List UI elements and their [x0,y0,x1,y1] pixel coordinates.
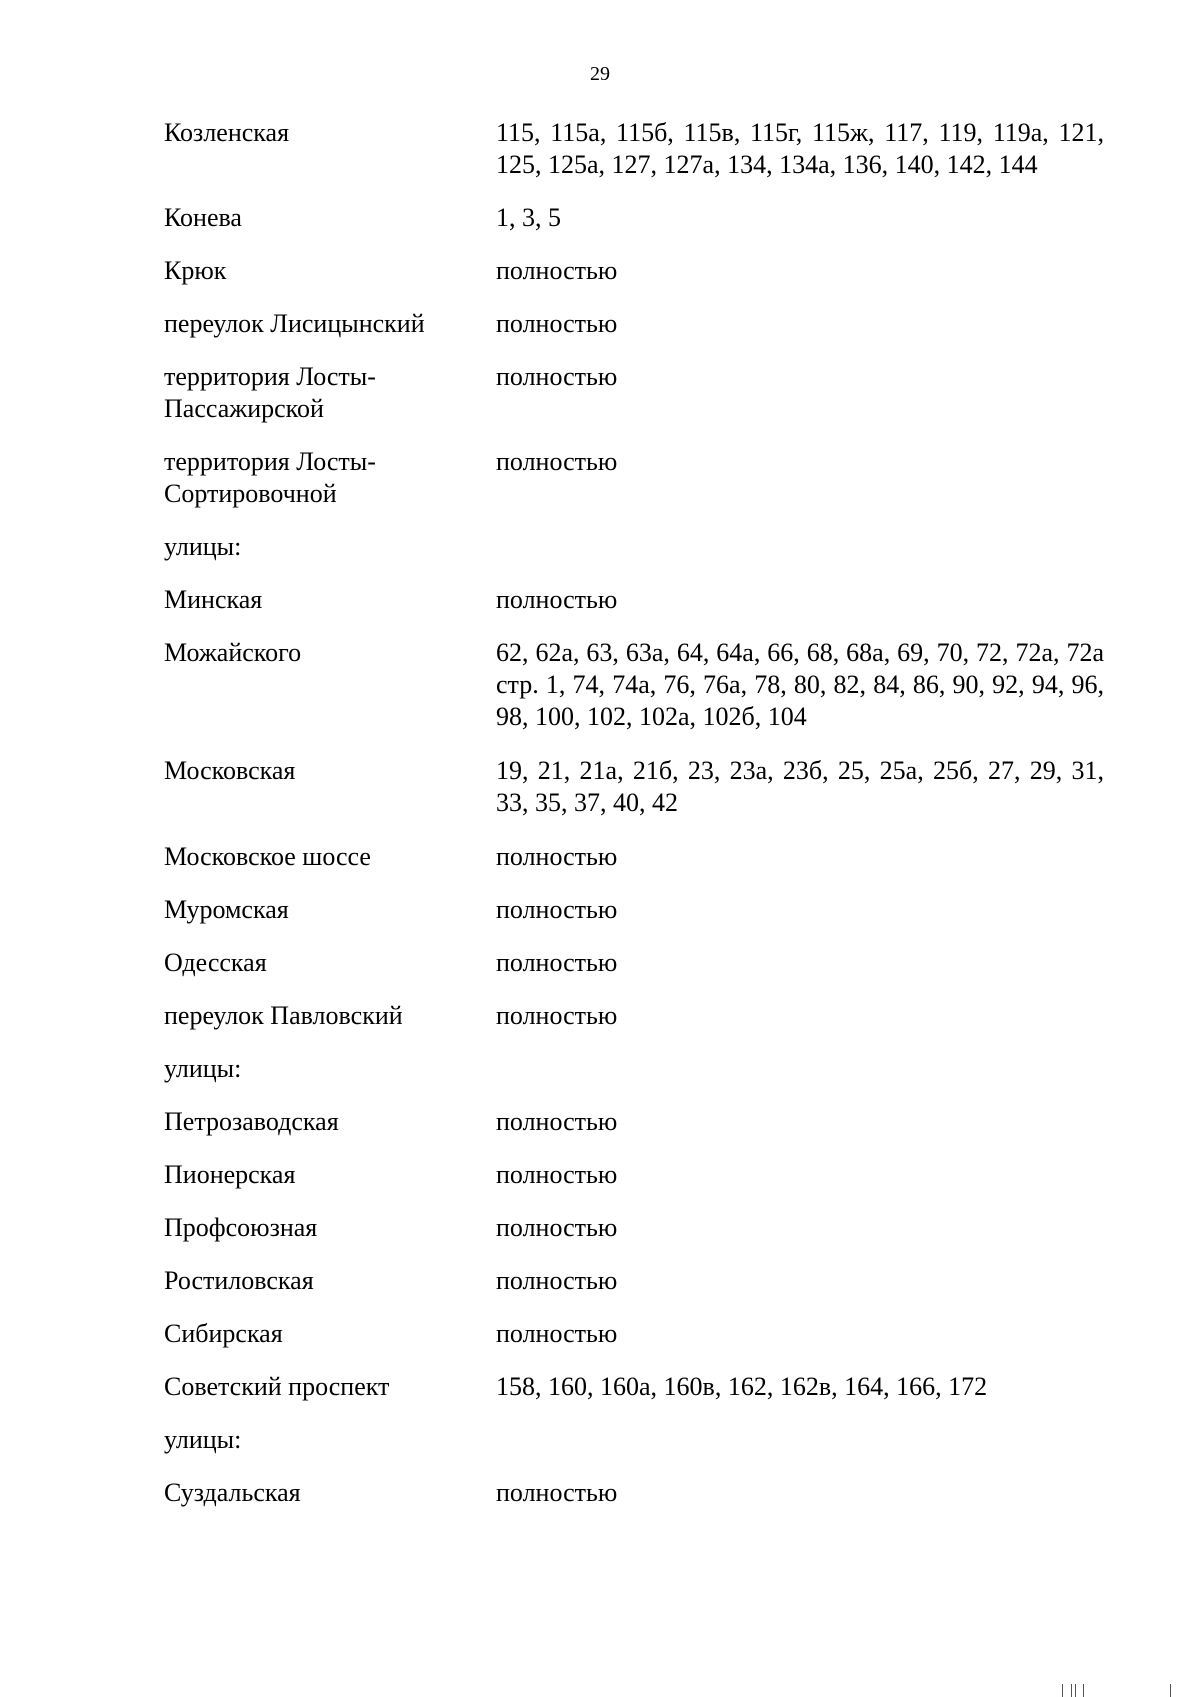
street-row [164,841,1104,873]
street-name: переулок Лисицынский [164,309,425,338]
street-row [164,637,1104,733]
street-name: Московская [164,756,296,785]
street-name: Муромская [164,895,289,924]
house-numbers: полностью [496,1213,618,1242]
street-name: переулок Павловский [164,1001,403,1030]
street-row [164,755,1104,819]
house-numbers: 1, 3, 5 [496,203,561,232]
street-row [164,947,1104,979]
house-numbers: полностью [496,1160,618,1189]
house-numbers: полностью [496,362,618,391]
street-row [164,1371,1104,1403]
house-numbers: полностью [496,309,618,338]
street-row [164,1106,1104,1138]
street-name: Сибирская [164,1319,283,1348]
street-row [164,1265,1104,1297]
street-name: Московское шоссе [164,842,371,871]
street-row [164,1212,1104,1244]
house-numbers: полностью [496,1266,618,1295]
street-row [164,361,1104,425]
house-numbers: полностью [496,256,618,285]
scan-artifact-marks [1062,1684,1182,1697]
street-name: территория Лосты- Сортировочной [164,447,376,508]
street-name: Профсоюзная [164,1213,318,1242]
street-row [164,894,1104,926]
house-numbers: 115, 115а, 115б, 115в, 115г, 115ж, 117, 119, 119а, 121, 125, 125а, 127, 127а, 134, 134а, 136, 140, 142, 144 [496,118,1104,179]
house-numbers: полностью [496,447,618,476]
page-number: 29 [590,63,610,85]
house-numbers: полностью [496,1319,618,1348]
section-label: улицы: [164,532,242,561]
street-row [164,1000,1104,1032]
street-name: Конева [164,203,242,232]
street-name: Можайского [164,638,302,667]
section-label: улицы: [164,1425,242,1454]
house-numbers: полностью [496,948,618,977]
street-name: Пионерская [164,1160,296,1189]
house-numbers: полностью [496,1107,618,1136]
street-name: Одесская [164,948,267,977]
street-row [164,446,1104,510]
house-numbers: 19, 21, 21а, 21б, 23, 23а, 23б, 25, 25а, 25б, 27, 29, 31, 33, 35, 37, 40, 42 [496,756,1104,817]
section-label-row [164,531,1104,563]
street-name: Петрозаводская [164,1107,339,1136]
street-row [164,308,1104,340]
house-numbers: полностью [496,1478,618,1507]
street-list [164,117,1104,1530]
street-name: Козленская [164,118,290,147]
street-name: Крюк [164,256,227,285]
street-name: территория Лосты- Пассажирской [164,362,376,423]
house-numbers: 62, 62а, 63, 63а, 64, 64а, 66, 68, 68а, 69, 70, 72, 72а, 72а стр. 1, 74, 74а, 76, 76а, 78, 80, 82, 84, 86, 90, 92, 94, 96, 98, 100, 102, 102а, 102б, 104 [496,638,1104,731]
street-name: Суздальская [164,1478,301,1507]
street-row [164,1159,1104,1191]
house-numbers: полностью [496,842,618,871]
street-name: Минская [164,585,263,614]
street-row [164,202,1104,234]
section-label: улицы: [164,1054,242,1083]
street-row [164,117,1104,181]
house-numbers: полностью [496,1001,618,1030]
street-row [164,1318,1104,1350]
house-numbers: 158, 160, 160а, 160в, 162, 162в, 164, 166, 172 [496,1372,988,1401]
street-name: Советский проспект [164,1372,390,1401]
street-row [164,584,1104,616]
house-numbers: полностью [496,585,618,614]
street-row [164,255,1104,287]
street-name: Ростиловская [164,1266,314,1295]
house-numbers: полностью [496,895,618,924]
section-label-row [164,1053,1104,1085]
section-label-row [164,1424,1104,1456]
street-row [164,1477,1104,1509]
